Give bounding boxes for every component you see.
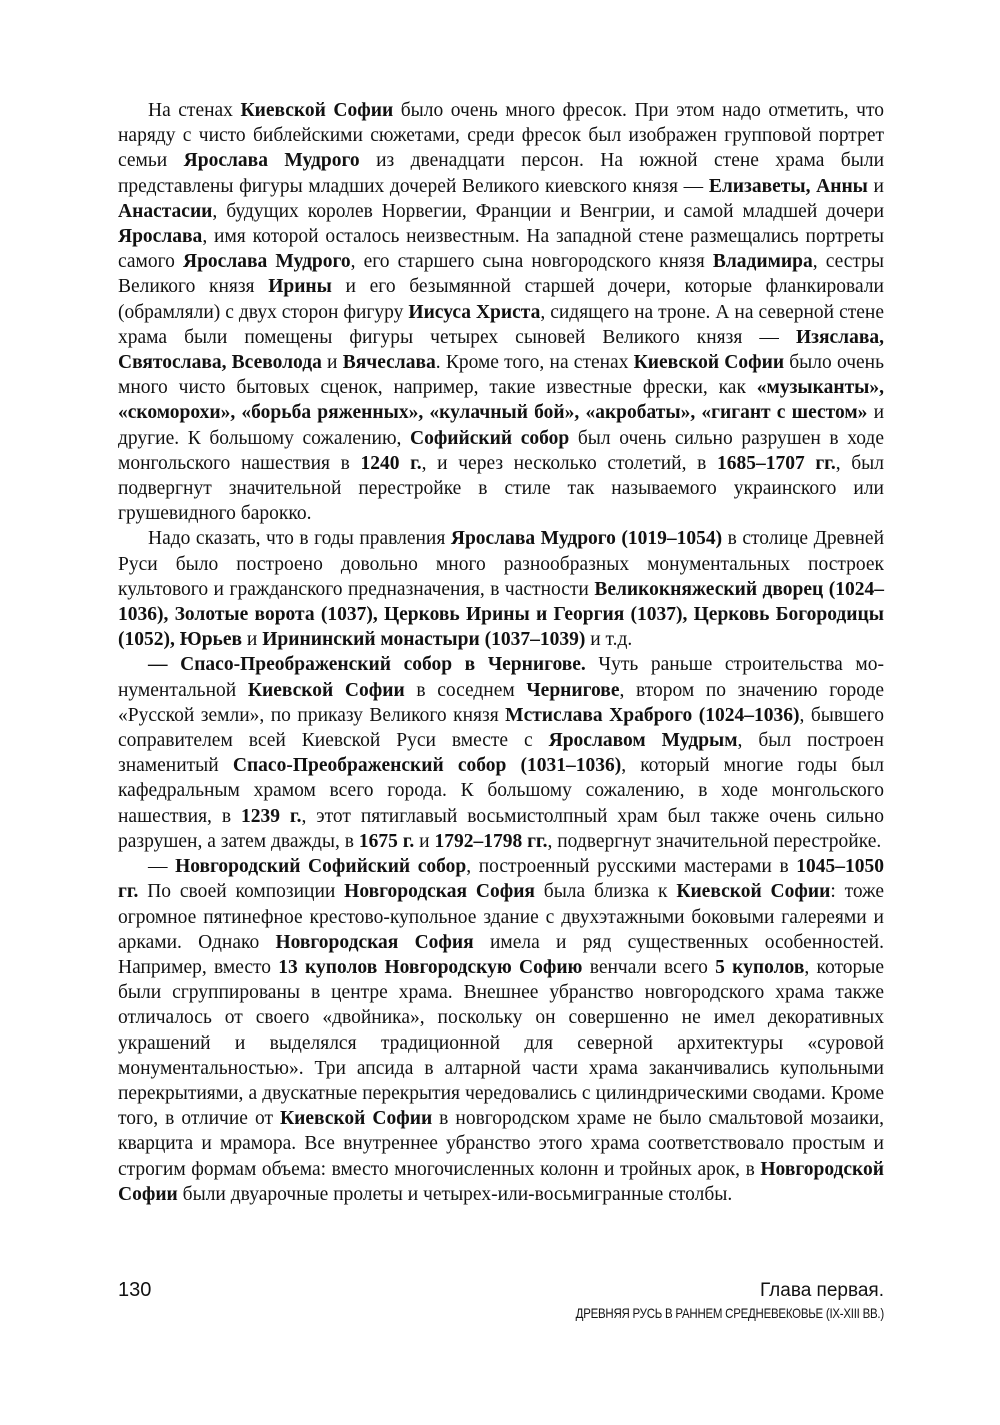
text-run: , был построен знаменитый — [118, 730, 884, 777]
bold-text: 1685–1707 гг. — [716, 452, 836, 474]
bold-text: Великокняжеский дворец (1024–1036), Золотые ворота (1037), Церковь Ирины и Георгия (1037), Церковь Богородицы (1052), Юрьев — [118, 578, 884, 651]
text-run: из двенадцати персон. На южной стене храма были представлены фигуры младших дочерей Великого киевского князя — — [118, 150, 885, 197]
bold-text: Новгородской Софии — [118, 1158, 884, 1205]
bold-text: Ярослава Мудрого — [183, 251, 351, 273]
body-text — [118, 98, 884, 1207]
text-run: и другие. К большому сожалению, — [118, 402, 884, 449]
bold-text: Киевской Софии — [676, 881, 831, 903]
bold-text: Новгородская София — [344, 881, 535, 903]
paragraph — [118, 526, 884, 652]
bold-text: 1045–1050 гг. — [118, 856, 884, 903]
bold-text: Киевской Софии — [279, 1108, 433, 1130]
page-number: 130 — [118, 1279, 152, 1301]
text-run: , построенный русскими мастерами в — [466, 856, 797, 878]
text-run: в соседнем — [404, 679, 527, 701]
text-run: , этот пятиглавый восьмистолпный храм был также очень сильно разрушен, а затем дважды, в — [118, 805, 885, 852]
bold-text: Вячеслава — [342, 352, 436, 374]
bold-text: 1675 г. — [358, 830, 415, 852]
text-run: , и через несколько столетий, в — [421, 452, 717, 474]
text-run: венчали всего — [582, 956, 716, 978]
bold-text: Ярослава Мудрого — [183, 150, 360, 172]
text-run: , его старшего сына новгородского князя — [350, 251, 713, 273]
text-run: было очень много фресок. При этом надо отметить, что наряду с чисто библейскими сюжетами, среди фресок был изображен групповой портрет семьи — [118, 100, 884, 172]
bold-text: Ярослава Мудрого (1019–1054) — [450, 528, 723, 550]
bold-text: Изяслава, Святослава, Всеволода — [118, 326, 884, 374]
bold-text: Ярослава — [118, 226, 203, 248]
text-run: , сидящего на троне. А на северной стене храма были помещены фигуры четырех сыновей Великого князя — — [118, 301, 884, 348]
text-run: и его безымянной старшей дочери, которые фланкировали (обрамляли) с двух сторон фигуру — [118, 276, 884, 323]
text-run: в столице Древней Руси было построено довольно много разнообразных монументальных построек культового и гражданского предназначения, в частности — [118, 528, 885, 600]
text-run: На стенах — [148, 100, 241, 121]
text-run: в новгородском храме не было смальтовой мозаики, кварцита и мрамора. Все внутреннее убранство этого храма соответствовало простым и строгим формам объема: вместо многочисленных колонн и тройных арок, в — [118, 1108, 885, 1180]
bold-text: «музыканты», «скоморохи», «борьба ряженных», «кулачный бой», «акробаты», «гигант с шестом» — [118, 377, 884, 424]
text-run: , втором по значению городе «Русской земли», по приказу Великого князя — [118, 679, 884, 726]
running-footer — [508, 1279, 884, 1323]
text-run: По своей композиции — [138, 881, 345, 903]
bold-text: Новгородский Софийский собор — [175, 856, 467, 878]
text-run: и — [321, 352, 343, 374]
text-run: была близка к — [534, 881, 677, 903]
bold-text: Новгородская София — [275, 931, 474, 953]
bold-text: 1240 г. — [360, 452, 422, 474]
text-run: , имя которой осталось неизвестным. На западной стене размещались портреты самого — [118, 226, 884, 273]
chapter-subtitle: ДРЕВНЯЯ РУСЬ В РАННЕМ СРЕДНЕВЕКОВЬЕ (IX-XIII ВВ.) — [575, 1305, 884, 1321]
bold-text: Чернигове — [526, 679, 620, 701]
text-run: , подвергнут значительной перестройке. — [547, 830, 882, 852]
text-run: был очень сильно разрушен в ходе монгольского нашествия в — [118, 427, 884, 474]
paragraph — [118, 98, 884, 526]
text-run: , бывшего соправителем всей Киевской Руси вместе с — [118, 704, 884, 752]
text-run: Чуть раньше строительства монументальной — [118, 654, 884, 701]
text-run: имела и ряд существенных особенностей. Например, вместо — [118, 931, 884, 978]
bold-text: Ярославом Мудрым — [548, 730, 738, 752]
text-run: были двуарочные пролеты и четырех-или-восьмигранные столбы. — [177, 1183, 733, 1205]
bold-text: Софийский собор — [409, 427, 570, 449]
bold-text: 1792–1798 гг. — [434, 830, 548, 852]
text-run: , которые были сгруппированы в центре храма. Внешнее убранство новгородского храма также отличалось от своего «двойника», поскольку он совершенно не имел декоративных украшений и выделялся традиционной для северной архитектуры «суровой монументальностью». Три апсида в алтарной части храма заканчивались купольными перекрытиями, а двускатные перекрытия чередовались с цилиндрическими сводами. Кроме того, в отличие от — [118, 956, 884, 1130]
text-run: — — [148, 856, 176, 878]
bold-text: Ирины — [268, 276, 332, 298]
bold-text: Владимира — [712, 251, 813, 273]
text-run: и — [867, 175, 884, 197]
bold-text: Елизаветы, Анны — [708, 175, 868, 197]
paragraph — [118, 652, 884, 854]
bold-text: Спасо-Преображенский собор (1031–1036) — [232, 755, 622, 777]
text-run: Надо сказать, что в годы правления — [148, 528, 451, 550]
text-run: , будущих королев Норвегии, Франции и Венгрии, и самой младшей дочери — [212, 200, 884, 222]
bold-text: Иисуса Христа — [408, 301, 541, 323]
bold-text: Мстислава Храброго (1024–1036) — [505, 704, 800, 726]
bold-text: 5 куполов — [715, 956, 805, 978]
bold-text: Киевской Софии — [633, 352, 785, 374]
text-run: . Кроме того, на стенах — [435, 352, 634, 374]
bold-text: Ирининский монастыри (1037–1039) — [262, 629, 586, 651]
text-run: , сестры Великого князя — [118, 251, 884, 298]
text-run: было очень много чисто бытовых сценок, например, такие известные фрески, как — [118, 352, 884, 399]
text-run: , который многие годы был кафедральным храмом всего города. К большому сожалению, в ходе монгольского нашествия, в — [118, 755, 885, 827]
bold-text: Киевской Софии — [247, 679, 405, 701]
text-run: : тоже огромное пятинефное крестово-купольное здание с двухэтажными боковыми галереями и арками. Однако — [118, 881, 885, 953]
bold-text: 13 куполов Новгородскую Софию — [278, 956, 583, 978]
bold-text: Киевской Софии — [240, 100, 394, 121]
text-run: , был подвергнут значительной перестройке в стиле так называемого украинского или грушевидного барокко. — [118, 452, 884, 525]
text-run: и — [242, 629, 263, 651]
text-run: и т.д. — [585, 629, 633, 651]
bold-text: — Спасо-Преображенский собор в Чернигове. — [148, 654, 586, 676]
text-run: и — [414, 830, 435, 852]
paragraph — [118, 854, 884, 1207]
bold-text: Анастасии — [118, 200, 213, 222]
bold-text: 1239 г. — [240, 805, 302, 827]
chapter-title: Глава первая. — [759, 1280, 884, 1301]
